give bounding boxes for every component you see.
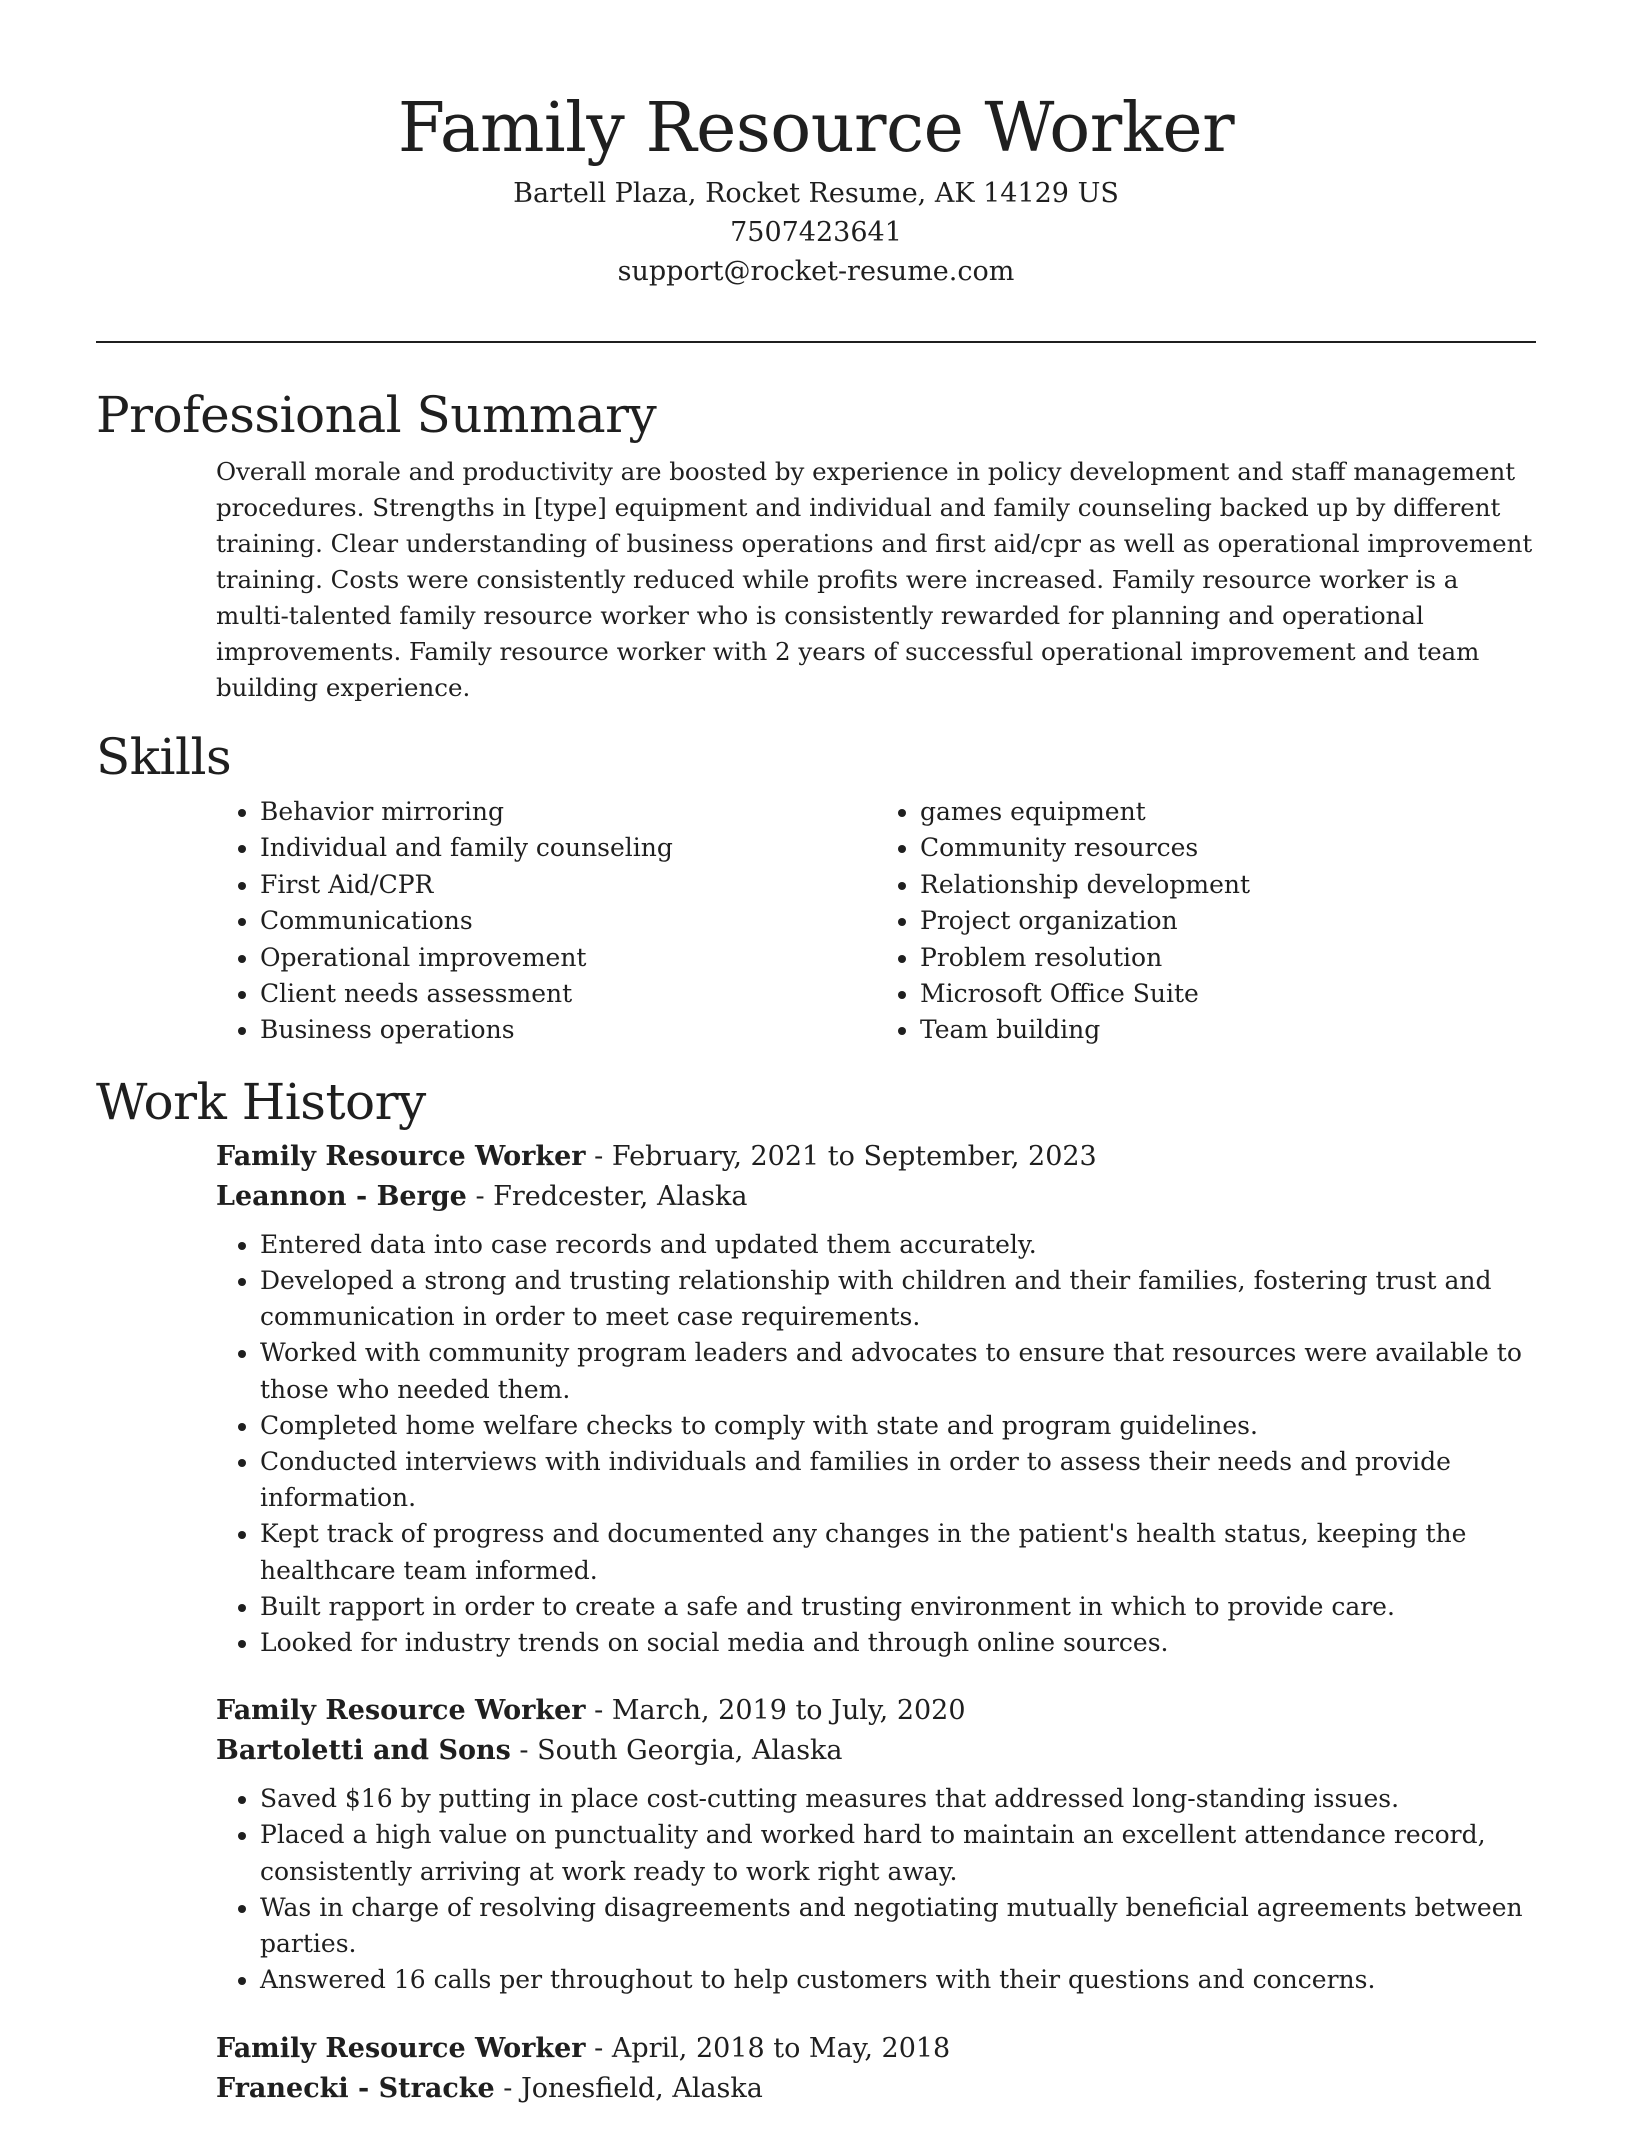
skill-item: • games equipment — [920, 794, 1536, 830]
job-bullet: • Built rapport in order to create a safe and trusting environment in which to provide care. — [260, 1589, 1550, 1625]
job-company: Bartoletti and Sons — [216, 1735, 511, 1767]
job-bullet: • Entered data into case records and updated them accurately. — [260, 1227, 1550, 1263]
job-bullet: • Kept track of progress and documented any changes in the patient's health status, keeping the healthcare team informed. — [260, 1516, 1550, 1588]
job-bullet: • Conducted interviews with individuals and families in order to assess their needs and provide information. — [260, 1444, 1550, 1516]
contact-phone: 7507423641 — [730, 217, 902, 248]
summary-text: Overall morale and productivity are boosted by experience in policy development and staff management procedures. Strengths in [type] equipment and individual and family counseling backed up by different training. Clear understanding of business operations and first aid/cpr as well as operational improvement training. Costs were consistently reduced while profits were increased. Family resource worker is a multi-talented family resource worker who is consistently rewarded for planning and operational improvements. Family resource worker with 2 years of successful operational improvement and team building experience. — [216, 457, 1533, 702]
job-bullet: • Worked with community program leaders and advocates to ensure that resources were available to those who needed them. — [260, 1335, 1550, 1407]
contact-address: Bartell Plaza, Rocket Resume, AK 14129 US — [513, 178, 1119, 209]
job-dates: March, 2019 to July, 2020 — [611, 1695, 966, 1727]
job-bullet: • Completed home welfare checks to comply with state and program guidelines. — [260, 1408, 1550, 1444]
job-title: Family Resource Worker — [216, 1695, 586, 1727]
job-entry — [216, 2029, 1536, 2109]
resume-content — [96, 380, 1536, 2139]
skill-item: • Problem resolution — [920, 940, 1536, 976]
skill-item: • Business operations — [260, 1012, 876, 1048]
job-company: Franecki - Stracke — [216, 2072, 495, 2104]
summary-section — [96, 380, 1536, 706]
job-bullet: • Developed a strong and trusting relationship with children and their families, fostering trust and communication in order to meet case requirements. — [260, 1263, 1550, 1335]
job-bullets — [216, 1227, 1550, 1661]
job-list — [216, 1137, 1536, 2109]
work-history-heading: Work History — [96, 1072, 426, 1131]
summary-heading: Professional Summary — [96, 386, 657, 444]
job-dates: April, 2018 to May, 2018 — [611, 2032, 951, 2064]
job-title: Family Resource Worker — [216, 1140, 586, 1172]
skill-item: • Operational improvement — [260, 940, 876, 976]
job-title-line: Family Resource Worker - February, 2021 to September, 2023 — [216, 1140, 1097, 1172]
skill-item: • Behavior mirroring — [260, 794, 876, 830]
candidate-name: Family Resource Worker — [397, 89, 1235, 168]
job-title-line: Family Resource Worker - April, 2018 to May, 2018 — [216, 2032, 951, 2064]
job-title-line: Family Resource Worker - March, 2019 to July, 2020 — [216, 1695, 966, 1727]
job-company-line: Leannon - Berge - Fredcester, Alaska — [216, 1180, 748, 1212]
contact-email: support@rocket-resume.com — [617, 256, 1015, 287]
skill-item: • First Aid/CPR — [260, 867, 876, 903]
job-location: Jonesfield, Alaska — [520, 2072, 763, 2104]
header-divider — [96, 341, 1536, 343]
job-bullet: • Looked for industry trends on social media and through online sources. — [260, 1625, 1550, 1661]
skills-column-right — [876, 794, 1536, 1049]
job-entry — [216, 1691, 1536, 1998]
skill-item: • Relationship development — [920, 867, 1536, 903]
skill-item: • Client needs assessment — [260, 976, 876, 1012]
job-company-line: Franecki - Stracke - Jonesfield, Alaska — [216, 2072, 763, 2104]
job-company-line: Bartoletti and Sons - South Georgia, Alaska — [216, 1735, 843, 1767]
skill-item: • Microsoft Office Suite — [920, 976, 1536, 1012]
skill-item: • Team building — [920, 1012, 1536, 1048]
job-bullet: • Was in charge of resolving disagreements and negotiating mutually beneficial agreements between parties. — [260, 1890, 1550, 1962]
job-location: South Georgia, Alaska — [537, 1735, 843, 1767]
job-bullet: • Answered 16 calls per throughout to help customers with their questions and concerns. — [260, 1962, 1550, 1998]
skill-item: • Project organization — [920, 903, 1536, 939]
skills-heading: Skills — [96, 728, 232, 786]
skill-item: • Community resources — [920, 830, 1536, 866]
skills-grid — [216, 794, 1536, 1049]
job-dates: February, 2021 to September, 2023 — [611, 1140, 1097, 1172]
job-title: Family Resource Worker — [216, 2032, 586, 2064]
job-entry — [216, 1137, 1536, 1661]
skills-column-left — [216, 794, 876, 1049]
skills-section — [96, 722, 1536, 1049]
job-bullet: • Saved $16 by putting in place cost-cutting measures that addressed long-standing issues. — [260, 1781, 1550, 1817]
job-bullets — [216, 1781, 1550, 1998]
resume-header — [0, 0, 1632, 291]
job-bullet: • Placed a high value on punctuality and worked hard to maintain an excellent attendance record, consistently arriving at work ready to work right away. — [260, 1817, 1550, 1889]
skill-item: • Individual and family counseling — [260, 830, 876, 866]
work-history-section — [96, 1067, 1536, 2109]
job-company: Leannon - Berge — [216, 1180, 467, 1212]
skill-item: • Communications — [260, 903, 876, 939]
job-location: Fredcester, Alaska — [493, 1180, 748, 1212]
